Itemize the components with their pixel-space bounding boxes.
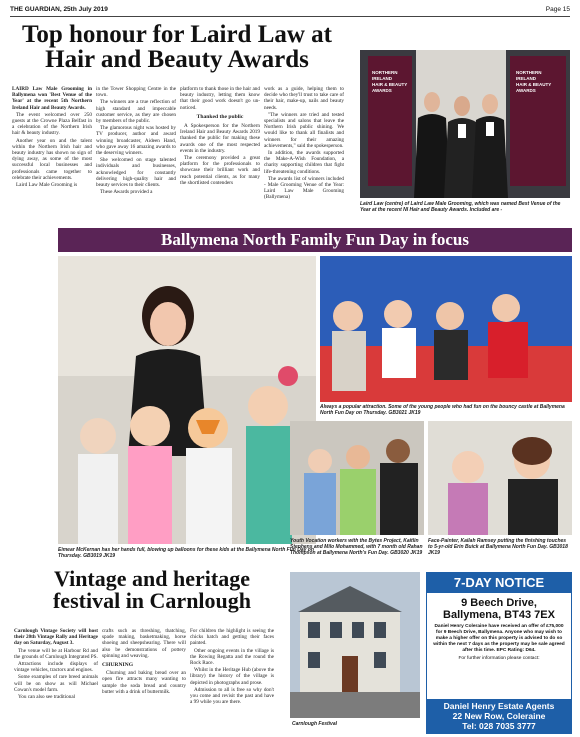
face-painter-illustration xyxy=(428,421,572,535)
paragraph: In addition, the awards supported the Make-A-Wish Foundation, a charity supporting children that fight life-threatening conditions. xyxy=(264,150,344,175)
page-number: Page 15 xyxy=(545,6,570,13)
vintage-col-1 xyxy=(14,628,98,732)
vintage-lead: Carnlough Vintage Society will host their 20th Vintage Rally and Heritage day on Saturday, August 3. xyxy=(14,628,98,647)
board-line: IRELAND xyxy=(516,76,536,81)
notice-body: Daniel Henry Coleraine have received an offer of £75,000 for 9 Beech Drive, Ballymena. Anyone who may wish to make a higher offer on this property is advised to do so within the next 7 days as the property may be sale agreed after this time. EPC Rating: D64. xyxy=(433,624,565,653)
paragraph: A Spokesperson for the Northern Ireland Hair and Beauty Awards 2019 thanked the public for making these awards one of the most respected events in the industry. xyxy=(180,123,260,154)
board-line: HAIR & BEAUTY xyxy=(372,82,408,87)
paragraph: work as a guide, helping them to decide who they'll trust to take care of their hair, make-up, nails and beauty needs. xyxy=(264,86,344,111)
awards-board-right xyxy=(516,70,564,94)
laird-lead: LAIRD Law Male Grooming in Ballymena won 'Best Venue of the Year' at the recent 5th Northern Ireland Hair and Beauty Awards. xyxy=(12,86,92,111)
notice-street: 22 New Row, Coleraine xyxy=(452,711,546,721)
paragraph: The glamorous night was hosted by TV producer, author and award winning broadcaster, Aideen Hand, who gave away 16 amazing awards to the deserving winners. xyxy=(96,125,176,157)
paragraph: Some examples of rare breed animals will be on show as will Michael Cowan's model farm. xyxy=(14,674,98,693)
paragraph: The awards list of winners included - Male Grooming Venue of the Year: Laird Law Male Grooming (Ballymena) xyxy=(264,175,344,201)
funday-caption-youth: Youth Vocation workers with the Bytes Project, Kaitlin Stephens and Milo Mohammed, with 7 month old Rahan Thompson at Ballymena North's Fun Day. GB3020 JK19 xyxy=(290,538,423,556)
board-line: NORTHERN xyxy=(372,70,398,75)
balloon-kids-illustration xyxy=(58,256,316,544)
masthead xyxy=(10,5,570,17)
board-line: IRELAND xyxy=(372,76,392,81)
notice-address-1: 9 Beech Drive, xyxy=(461,597,537,609)
paragraph: Attractions include displays of vintage vehicles, tractors and engines. xyxy=(14,661,98,674)
paragraph: These Awards provided a xyxy=(100,189,153,196)
board-line: HAIR & BEAUTY xyxy=(516,82,552,87)
notice-contact: For further information please contact: xyxy=(458,656,540,661)
vintage-headline: Vintage and heritage festival in Carnlough xyxy=(52,566,252,613)
funday-balloon-photo xyxy=(58,256,316,544)
board-line: AWARDS xyxy=(516,88,536,93)
laird-subhead: Thanked the public xyxy=(196,113,244,120)
bouncy-castle-illustration xyxy=(320,256,572,402)
notice-title: 7-DAY NOTICE xyxy=(427,573,571,593)
vintage-col-2 xyxy=(102,628,186,732)
paragraph: crafts such as threshing, thatching, spade making, basketmaking, horse shoeing and sheepshearing. There will also be demonstrations of pottery spinning and weaving. xyxy=(102,628,186,659)
paragraph: in the Tower Shopping Centre in the town. xyxy=(96,86,176,99)
paragraph: The ceremony provided a great platform for the professionals to showcase their brilliant work and reach potential clients, as for many the shortlisted contenders xyxy=(180,155,260,186)
funday-banner: Ballymena North Family Fun Day in focus xyxy=(58,228,572,252)
laird-awards-photo xyxy=(360,50,570,198)
paragraph: She welcomed on stage talented individuals and businesses, acknowledged for constantly delivering high-quality hair and beauty services to their clients. xyxy=(96,157,176,189)
laird-photo-caption: Laird Law (centre) of Laird Law Male Grooming, which was named Best Venue of the Year at the recent NI Hair and Beauty Awards. Included are - xyxy=(360,201,561,213)
carnlough-building-illustration xyxy=(290,572,420,718)
paragraph: platform to thank those in the hair and beauty industry, letting them know that their good work doesn't go un-noticed. xyxy=(180,86,260,111)
paragraph: Admission to all is free so why don't you come and revisit the past and have a 99 while you are there. xyxy=(190,686,274,706)
paragraph: For children the highlight is seeing the chicks hatch and getting their faces painted. xyxy=(190,628,274,647)
carnlough-photo xyxy=(290,572,420,718)
laird-col-2 xyxy=(96,86,176,226)
paragraph: Other ongoing events in the village is the Rowing Regatta and the round the Rock Race. xyxy=(190,647,274,667)
notice-address-2: Ballymena, BT43 7EX xyxy=(443,609,555,621)
paragraph: "The winners are tried and tested specialists and salons that leave the Northern Irish public shining. We would like to thank all finalists and winners for their amazing achievements," said the spokesperson. xyxy=(264,111,344,149)
property-notice xyxy=(426,572,572,734)
funday-face-painter-photo xyxy=(428,421,572,535)
paragraph: The event welcomed over 250 guests at the Crowne Plaza Belfast in a celebration of the Northern Irish hair & beauty industry. xyxy=(12,111,92,137)
paragraph: The winners are a true reflection of high standard and impeccable customer service, as they are chosen by members of the public. xyxy=(96,99,176,125)
carnlough-caption: Carnlough Festival xyxy=(292,721,338,727)
notice-agent: Daniel Henry Estate Agents xyxy=(443,701,555,711)
paragraph: Churning and baking bread over an open fire attracts many wanting to sample the soda bread and country butter with a drink of buttermilk. xyxy=(102,670,186,695)
paragraph: Laird Law Male Grooming is xyxy=(16,182,78,189)
laird-col-4 xyxy=(264,86,344,226)
notice-tel: Tel: 028 7035 3777 xyxy=(462,721,536,731)
paragraph: You can also see traditional xyxy=(18,694,76,701)
vintage-col-3 xyxy=(190,628,274,732)
vintage-subhead: CHURNING xyxy=(102,662,134,669)
paragraph: Whilst in the Heritage Hub (above the library) the history of the village is depicted in photographs and prose. xyxy=(190,667,274,686)
paragraph: Another year on and the talent within the Northern Irish hair and beauty industry has shown no sign of dying away, as some of the most successful local businesses and professionals came together to celebrate their achievements. xyxy=(12,137,92,181)
funday-bouncy-castle-photo xyxy=(320,256,572,402)
funday-caption-left: Eimear McKernan has her hands full, blowing up balloons for these kids at the Ballymena North Fun Day on Thursday. GB3019 JK19 xyxy=(58,547,314,559)
notice-agent-block xyxy=(427,699,571,733)
paper-date: THE GUARDIAN, 25th July 2019 xyxy=(10,6,108,13)
laird-headline: Top honour for Laird Law at Hair and Beauty Awards xyxy=(21,21,333,73)
board-line: NORTHERN xyxy=(516,70,542,75)
funday-caption-facepaint: Face-Painter, Kailah Ramsey putting the finishing touches to 5-yr-old Erin Buick at Ballymena North Fun Day. GB3018 JK19 xyxy=(428,538,568,556)
youth-workers-illustration xyxy=(290,421,424,535)
board-line: AWARDS xyxy=(372,88,392,93)
funday-caption-topright: Always a popular attraction. Some of the young people who had fun on the bouncy castle at Ballymena North Fun Day on Thursday. GB3021 JK19 xyxy=(320,404,565,416)
paragraph: The venue will be at Harbour Rd and the grounds of Carnlough Integrated PS. xyxy=(14,647,98,660)
laird-col-1 xyxy=(12,86,92,226)
funday-youth-workers-photo xyxy=(290,421,424,535)
laird-col-3 xyxy=(180,86,260,226)
awards-board-left xyxy=(372,70,412,94)
